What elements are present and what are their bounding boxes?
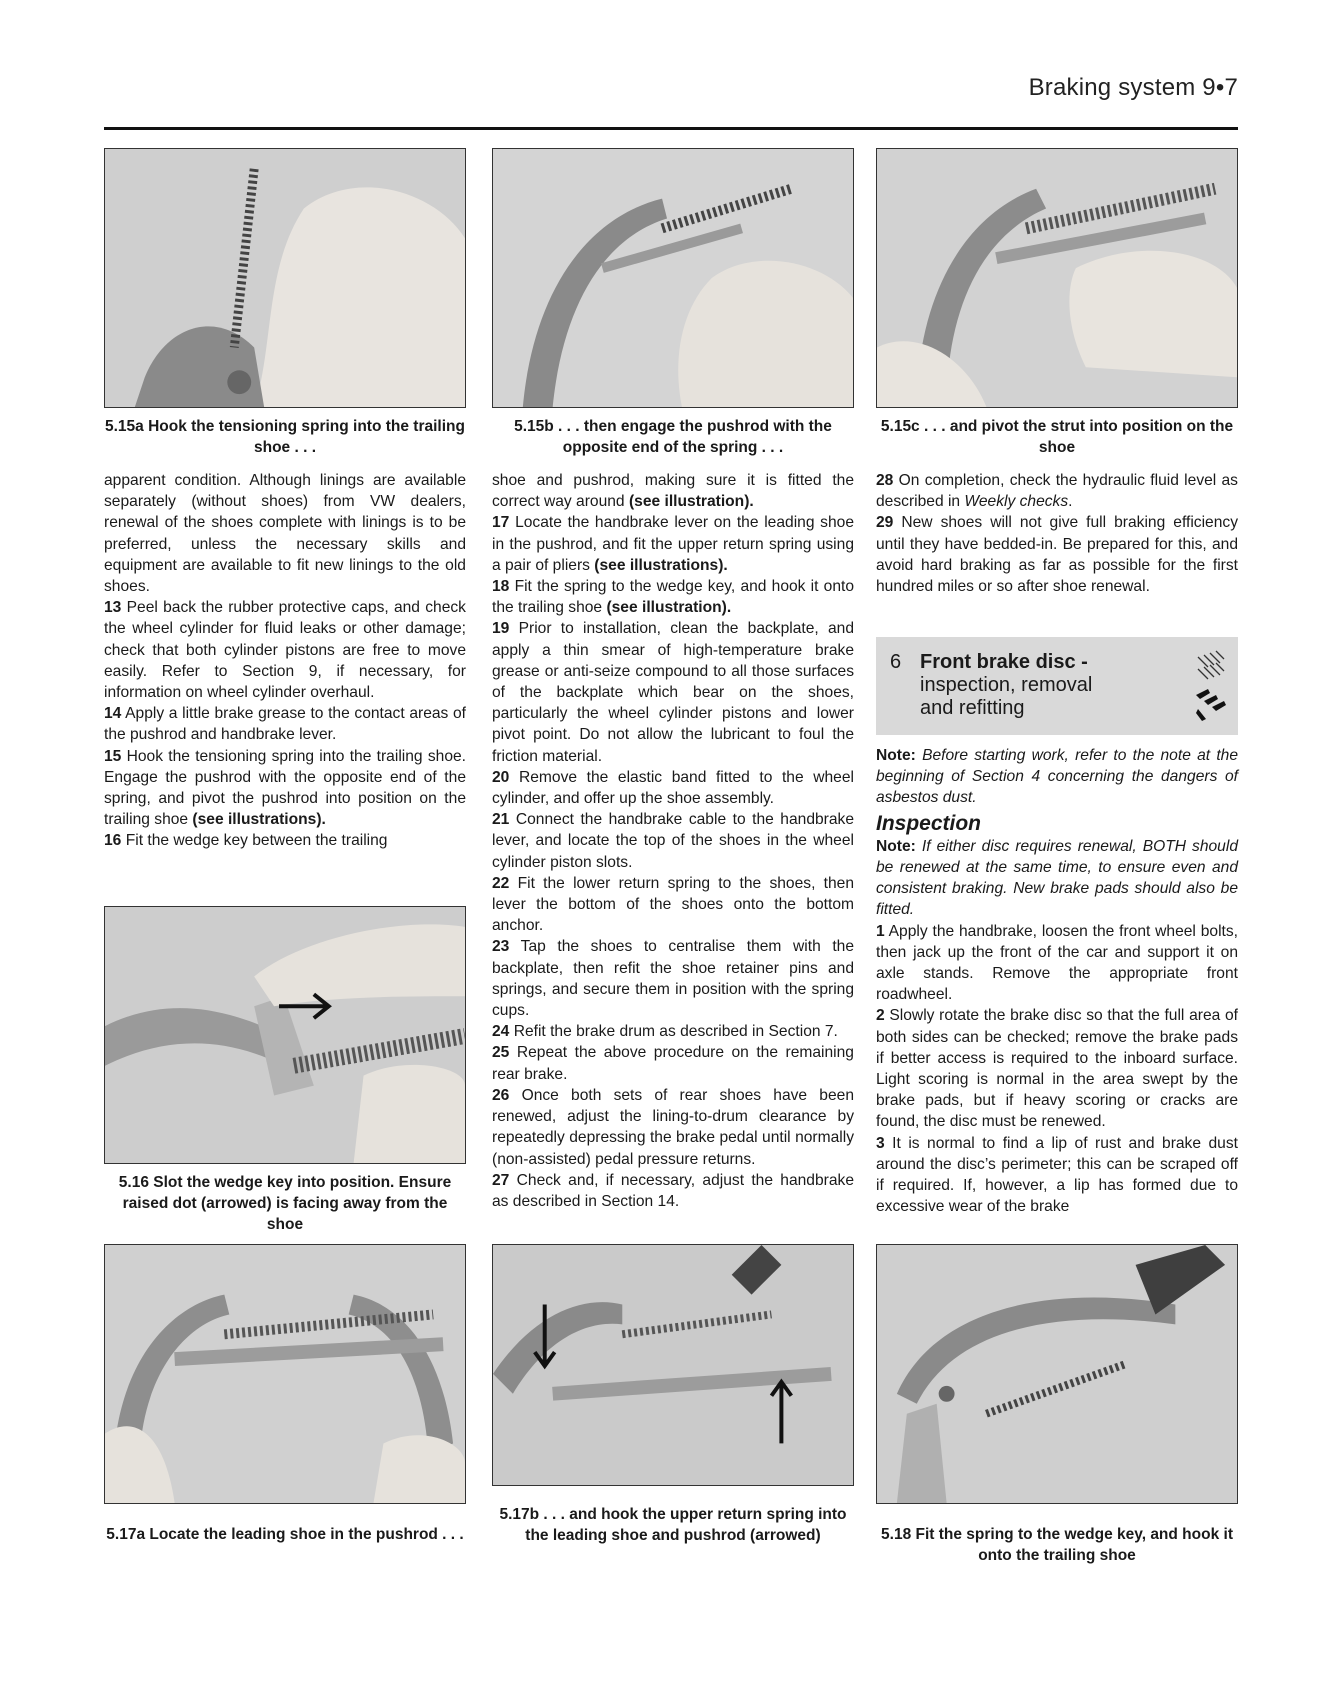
- header-rule: [104, 127, 1238, 130]
- step-23: 23 Tap the shoes to centralise them with the backplate, then refit the shoe retainer pins and springs, and secure them in position with the spring cups.: [492, 938, 854, 1020]
- photo-5-17b-caption: 5.17b . . . and hook the upper return spring into the leading shoe and pushrod (arrowed): [499, 1506, 847, 1544]
- photo-5-16-caption: 5.16 Slot the wedge key into position. Ensure raised dot (arrowed) is facing away from the shoe: [118, 1174, 452, 1233]
- step-26: 26 Once both sets of rear shoes have been renewed, adjust the lining-to-drum clearance by repeatedly depressing the brake pedal until normally (non-assisted) pedal pressure returns.: [492, 1086, 854, 1168]
- paragraph-intro: apparent condition. Although linings are available separately (without shoes) from VW dealers, renewal of the shoes complete with linings is to be preferred, unless the necessary skills and equipment are available to fit new linings to the old shoes.: [104, 472, 466, 596]
- step-25: 25 Repeat the above procedure on the remaining rear brake.: [492, 1044, 854, 1083]
- step-22: 22 Fit the lower return spring to the shoes, then lever the bottom of the shoes onto the bottom anchor.: [492, 874, 854, 935]
- step-14: 14 Apply a little brake grease to the contact areas of the pushrod and handbrake lever.: [104, 705, 466, 744]
- text-column-3-bottom: [876, 745, 1238, 1217]
- text-column-3-top: [876, 470, 1238, 597]
- step-19: 19 Prior to installation, clean the backplate, and apply a thin smear of high-temperature brake grease or anti-seize compound to all those surfaces of the backplate which bear on the shoes, particularly the wheel cylinder pistons and lower pivot point. Do not allow the lubricant to foul the friction material.: [492, 620, 854, 765]
- photo-5-15b: [492, 148, 854, 408]
- difficulty-spanner-icon: [1194, 649, 1228, 723]
- photo-5-15c-caption: 5.15c . . . and pivot the strut into position on the shoe: [880, 418, 1234, 456]
- photo-5-18-caption: 5.18 Fit the spring to the wedge key, and hook it onto the trailing shoe: [881, 1526, 1233, 1564]
- step-24: 24 Refit the brake drum as described in Section 7.: [492, 1023, 838, 1041]
- photo-5-15a-caption: 5.15a Hook the tensioning spring into the trailing shoe . . .: [105, 418, 465, 456]
- photo-5-17a: [104, 1244, 466, 1504]
- text-column-1: [104, 470, 466, 852]
- inspection-heading: Inspection: [876, 811, 982, 835]
- section-title-line-3: and refitting: [920, 697, 1025, 719]
- inspection-step-1: 1 Apply the handbrake, loosen the front wheel bolts, then jack up the front of the car and support it on axle stands. Remove the appropriate front roadwheel.: [876, 922, 1238, 1004]
- photo-5-17b: [492, 1244, 854, 1486]
- section-title: [920, 651, 1092, 720]
- photo-5-16: [104, 906, 466, 1164]
- step-17: 17 Locate the handbrake lever on the leading shoe in the pushrod, and fit the upper return spring using a pair of pliers (see illustrations).: [492, 514, 854, 574]
- step-16: 16 Fit the wedge key between the trailing: [104, 832, 388, 850]
- page-header: [104, 74, 1238, 130]
- text-column-2: [492, 470, 854, 1212]
- section-title-line-2: inspection, removal: [920, 674, 1093, 696]
- step-13: 13 Peel back the rubber protective caps, and check the wheel cylinder for fluid leaks or other damage; check that both cylinder pistons are free to move easily. Refer to Section 9, if necessary, for information on wheel cylinder overhaul.: [104, 599, 466, 702]
- note-asbestos: Note: Before starting work, refer to the note at the beginning of Section 4 concerning the dangers of asbestos dust.: [876, 747, 1238, 807]
- section-number: 6: [890, 651, 902, 673]
- photo-5-18: [876, 1244, 1238, 1504]
- step-18: 18 Fit the spring to the wedge key, and hook it onto the trailing shoe (see illustration).: [492, 578, 854, 617]
- photo-5-15a: [104, 148, 466, 408]
- step-15: 15 Hook the tensioning spring into the trailing shoe. Engage the pushrod with the opposite end of the spring, and pivot the pushrod into position on the trailing shoe (see illustrations).: [104, 747, 466, 829]
- step-20: 20 Remove the elastic band fitted to the wheel cylinder, and offer up the shoe assembly.: [492, 768, 854, 808]
- paragraph-intro-2: shoe and pushrod, making sure it is fitted the correct way around (see illustration).: [492, 472, 854, 511]
- step-27: 27 Check and, if necessary, adjust the handbrake as described in Section 14.: [492, 1171, 854, 1210]
- step-28: 28 On completion, check the hydraulic fluid level as described in Weekly checks.: [876, 472, 1238, 511]
- step-29: 29 New shoes will not give full braking efficiency until they have bedded-in. Be prepared for this, and avoid hard braking as far as possible for the first hundred miles or so after shoe renewal.: [876, 514, 1238, 596]
- step-21: 21 Connect the handbrake cable to the handbrake lever, and locate the top of the shoes in the wheel cylinder piston slots.: [492, 811, 855, 871]
- photo-5-15b-caption: 5.15b . . . then engage the pushrod with the opposite end of the spring . . .: [514, 418, 832, 456]
- page-title: Braking system 9•7: [1028, 74, 1238, 101]
- photo-5-15c: [876, 148, 1238, 408]
- inspection-step-3: 3 It is normal to find a lip of rust and brake dust around the disc’s perimeter; this can be scraped off if required. If, however, a lip has formed due to excessive wear of the brake: [876, 1134, 1238, 1216]
- section-title-line-1: Front brake disc -: [920, 651, 1088, 673]
- note-renewal: Note: If either disc requires renewal, BOTH should be renewed at the same time, to ensure even and consistent braking. New brake pads should also be fitted.: [876, 837, 1238, 919]
- photo-5-17a-caption: 5.17a Locate the leading shoe in the pushrod . . .: [106, 1526, 464, 1543]
- inspection-step-2: 2 Slowly rotate the brake disc so that the full area of both sides can be checked; remove the brake pads if better access is required to the inboard surface. Light scoring is normal in the area swept by the brake pads, but if heavy scoring or cracks are found, the disc must be renewed.: [876, 1007, 1238, 1131]
- section-heading-box: [876, 637, 1238, 735]
